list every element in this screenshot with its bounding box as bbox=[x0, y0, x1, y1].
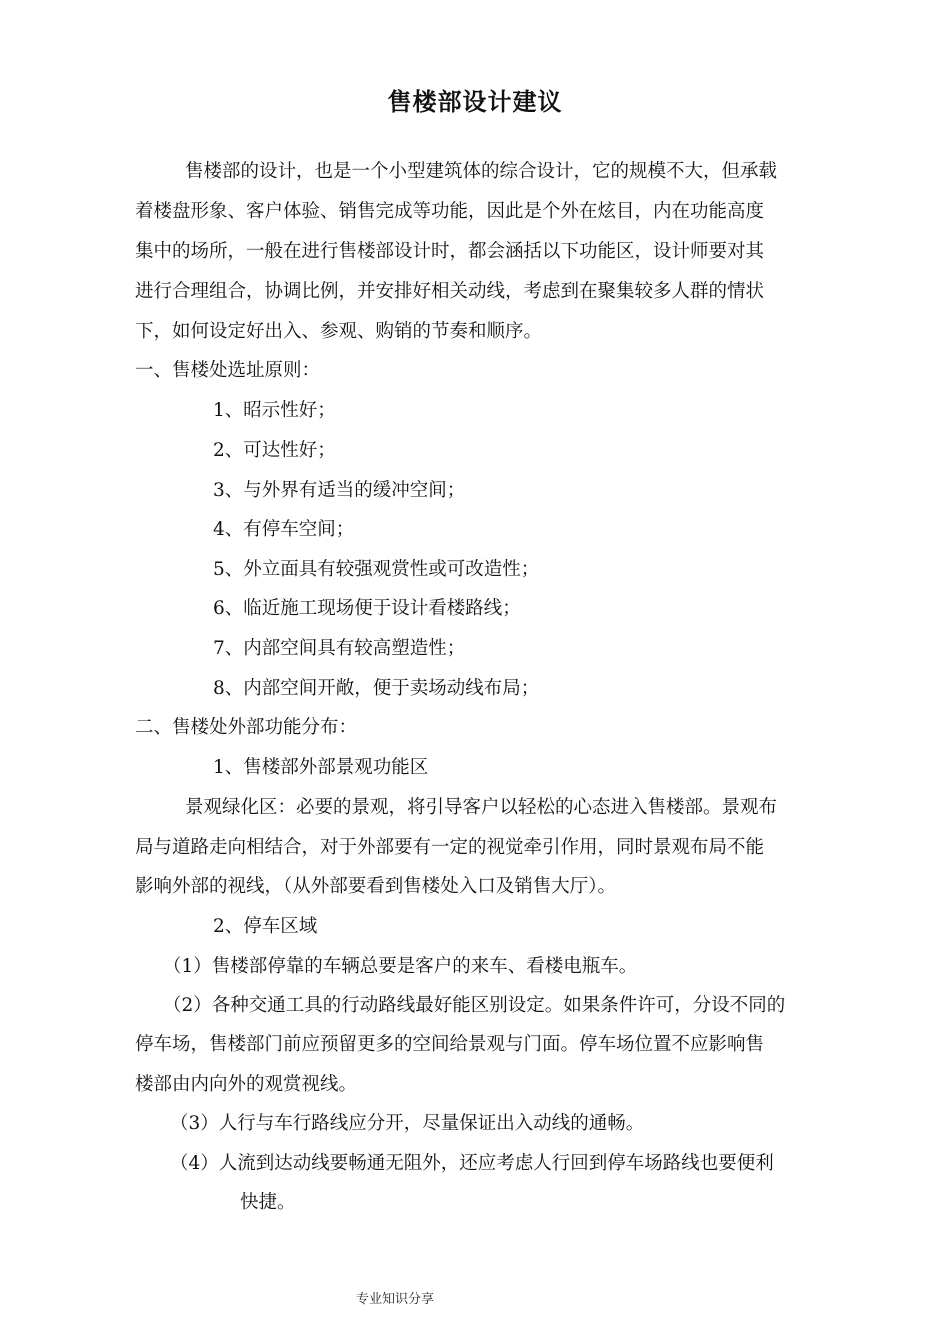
intro-line: 进行合理组合，协调比例，并安排好相关动线，考虑到在聚集较多人群的情状 bbox=[135, 281, 765, 302]
list-item: 3、与外界有适当的缓冲空间； bbox=[213, 480, 466, 501]
section-heading-external-functions: 二、售楼处外部功能分布： bbox=[135, 717, 358, 738]
subheading-parking: 2、停车区域 bbox=[213, 916, 318, 937]
list-item: 4、有停车空间； bbox=[213, 519, 355, 540]
list-item: 2、可达性好； bbox=[213, 440, 336, 461]
intro-line: 集中的场所，一般在进行售楼部设计时，都会涵括以下功能区，设计师要对其 bbox=[135, 241, 765, 262]
list-item: 8、内部空间开敞，便于卖场动线布局； bbox=[213, 678, 540, 699]
list-item: 1、昭示性好； bbox=[213, 400, 336, 421]
paragraph-line: （2）各种交通工具的行动路线最好能区别设定。如果条件许可，分设不同的 bbox=[163, 995, 786, 1016]
intro-line: 售楼部的设计，也是一个小型建筑体的综合设计，它的规模不大，但承载 bbox=[185, 161, 778, 182]
paragraph-line: （4）人流到达动线要畅通无阻外，还应考虑人行回到停车场路线也要便利 bbox=[170, 1153, 774, 1174]
paragraph-line: 局与道路走向相结合，对于外部要有一定的视觉牵引作用，同时景观布局不能 bbox=[135, 837, 765, 858]
paragraph-line: 停车场，售楼部门前应预留更多的空间给景观与门面。停车场位置不应影响售 bbox=[135, 1034, 765, 1055]
list-item: 6、临近施工现场便于设计看楼路线； bbox=[213, 598, 521, 619]
intro-line: 下，如何设定好出入、参观、购销的节奏和顺序。 bbox=[135, 321, 543, 342]
paragraph-line: （3）人行与车行路线应分开，尽量保证出入动线的通畅。 bbox=[170, 1113, 645, 1134]
section-heading-site-selection: 一、售楼处选址原则： bbox=[135, 360, 321, 381]
list-item: 7、内部空间具有较高塑造性； bbox=[213, 638, 466, 659]
page-title: 售楼部设计建议 bbox=[387, 88, 563, 116]
page-footer: 专业知识分享 bbox=[355, 1292, 434, 1307]
list-item: 5、外立面具有较强观赏性或可改造性； bbox=[213, 559, 540, 580]
paragraph-line: 景观绿化区：必要的景观，将引导客户以轻松的心态进入售楼部。景观布 bbox=[185, 797, 778, 818]
paragraph-line: 楼部由内向外的观赏视线。 bbox=[135, 1074, 358, 1095]
paragraph-line: （1）售楼部停靠的车辆总要是客户的来车、看楼电瓶车。 bbox=[163, 956, 638, 977]
paragraph-line: 快捷。 bbox=[240, 1192, 296, 1213]
paragraph-line: 影响外部的视线，（从外部要看到售楼处入口及销售大厅）。 bbox=[135, 876, 617, 897]
intro-line: 着楼盘形象、客户体验、销售完成等功能，因此是个外在炫目，内在功能高度 bbox=[135, 201, 765, 222]
subheading-landscape: 1、售楼部外部景观功能区 bbox=[213, 757, 429, 778]
